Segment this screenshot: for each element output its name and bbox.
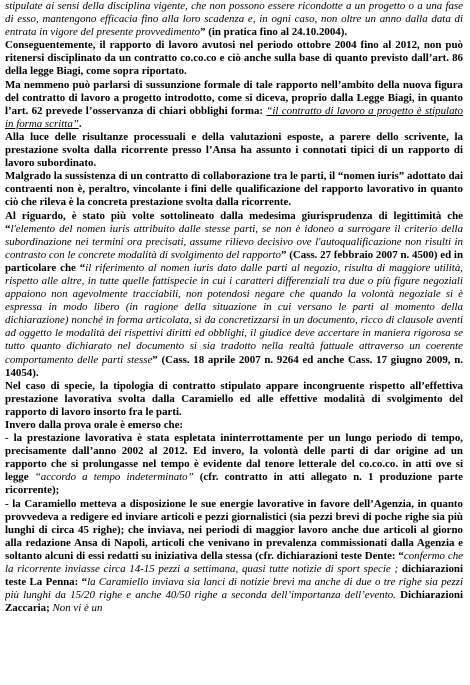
text-run: Al riguardo, è stato più volte sottolineato dalla medesima giurisprudenza di legittimità che “ (5, 209, 463, 235)
text-run: Nel caso di specie, la tipologia di contratto stipulato appare incongruente rispetto all’effettiva prestazione lavorativa svolta dalla Caramiello ed alle effettive modalità di svolgimento del rapporto di lavoro insorto fra le parti. (5, 379, 463, 418)
text-run: (cfr. contratto in atti allegato n. 1 produzione parte ricorrente); (5, 471, 463, 497)
text-run: ” (in pratica fino al 24.10.2004). (200, 26, 348, 39)
text-run: confermo che la ricorrente inviasse circa 14-15 pezzi a settimana, quasi tutte notizie di sport specie ; (5, 549, 463, 576)
paragraph-consequently (5, 39, 463, 78)
paragraph-bullet-duration (5, 432, 463, 497)
paragraph-findings (5, 131, 463, 170)
text-run: il riferimento al nomen iuris dato dalle parti al negozio, risulta di maggiore utilità, rispetto alle altre, in tutte quelle fattispecie in cui i caratteri differenziali tra due o più figure negoziali appaiono non agevolmente tracciabili, non potendosi negare che quando la volontà negoziale si è espressa in modo libero (in ragione della situazione in cui versano le parti al momento della dichiarazione) nonché in forma articolata, sì da concretizzarsi in un documento, ricco di clausole aventi ad oggetto le modalità dei rispettivi diritti ed obblighi, il giudice deve accertare in maniera rigorosa se tutto quanto dichiarato nel documento si sia tradotto nella realtà fattuale attraverso un coerente comportamento delle parti stesse (5, 261, 463, 366)
paragraph-decree-quote (5, 0, 463, 39)
paragraph-case-law (5, 210, 463, 380)
text-run: l'elemento del nomen iuris attribuito dalle stesse parti, se non è idoneo a surrogare il criterio della subordinazione nei termini ora precisati, assume rilievo decisivo ove l'autoqualificazione non risulti in contrasto con le concrete modalità di svolgimento del rapporto (5, 222, 463, 261)
text-run: ” (Cass. 18 aprile 2007 n. 9264 ed anche Cass. 17 giugno 2009, n. 14054). (5, 353, 463, 379)
text-run: - la prestazione lavorativa è stata espletata ininterrottamente per un lungo periodo di tempo, precisamente dall’anno 2002 al 2012. Ed invero, la volontà delle parti di dar origine ad un rapporto che si prolungasse nel tempo è evidente dal tenore letterale del co.co.co. in atti ove si legge (5, 432, 463, 484)
text-run: Malgrado la sussistenza di un contratto di collaborazione tra le parti, il “nomen iuris” adottato dai contraenti non è, peraltro, vincolante i fini delle qualificazione del rapporto lavorativo in quanto ciò che rileva è la concreta prestazione svolta dalla ricorrente. (5, 170, 463, 209)
paragraph-nomen-iuris (5, 170, 463, 209)
paragraph-project-contract (5, 79, 463, 131)
text-run: Alla luce delle risultanze processuali e della valutazioni esposte, a parere dello scrivente, la prestazione svolta dalla ricorrente presso l’Ansa ha assunto i connotati tipici di un rapporto di lavoro subordinato. (5, 130, 463, 170)
text-run: “il contratto di lavoro a progetto è stipulato in forma scritta” (5, 104, 463, 130)
document-page (5, 0, 463, 685)
text-run: . (78, 117, 82, 130)
text-run: dichiarazioni teste La Penna: “ (5, 563, 463, 589)
paragraph-bullet-availability (5, 498, 463, 616)
text-run: Non vi è un (52, 602, 103, 615)
text-run: la Caramiello inviava sia lanci di notizie brevi ma anche di due o tre righe sia pezzi più lunghi da 15/20 righe e anche 40/50 righe a seconda dell’importanza dell’evento. (5, 576, 463, 602)
paragraph-case-at-hand (5, 380, 463, 419)
text-run: “accordo a tempo indeterminato” (34, 471, 194, 484)
text-run: Invero dalla prova orale è emerso che: (5, 419, 184, 431)
text-run: stipulate ai sensi della disciplina vigente, che non possono essere ricondotte a un progetto o a una fase di esso, mantengono efficacia fino alla loro scadenza e, in ogni caso, non oltre un anno dalla data di entrata in vigore del presente provvedimento (5, 0, 463, 39)
paragraph-oral-evidence (5, 419, 463, 432)
text-run: - la Caramiello metteva a disposizione le sue energie lavorative in favore dell’Agenzia, in quanto provvedeva a redigere ed inviare articoli e pezzi giornalistici (sia pezzi brevi di poche righe sia più lunghi di circa 45 righe); che inviava, nei periodi di maggior lavoro anche due articoli al giorno alla redazione Ansa di Napoli, articoli che venivano in prevalenza commissionati dalla Agenzia e soltanto alcuni di essi redatti su iniziativa della stessa (cfr. dichiarazioni teste Dente: “ (5, 497, 463, 562)
text-run: ” (Cass. 27 febbraio 2007 n. 4500) ed in particolare che “ (5, 248, 463, 274)
text-run: Ma nemmeno può parlarsi di sussunzione formale di tale rapporto nell’ambito della nuova figura del contratto di lavoro a progetto introdotto, come si diceva, proprio dalla Legge Biagi, in quanto l’art. 62 prevede l’osservanza di chiari obblighi forma: (5, 78, 463, 117)
text-run: Conseguentemente, il rapporto di lavoro avutosi nel periodo ottobre 2004 fino al 2012, non può ritenersi disciplinato da un contratto co.co.co e ciò anche sulla base di quanto previsto dall’art. 86 della legge Biagi, come sopra riportato. (5, 39, 463, 78)
text-run: Dichiarazioni Zaccaria; (5, 589, 463, 615)
